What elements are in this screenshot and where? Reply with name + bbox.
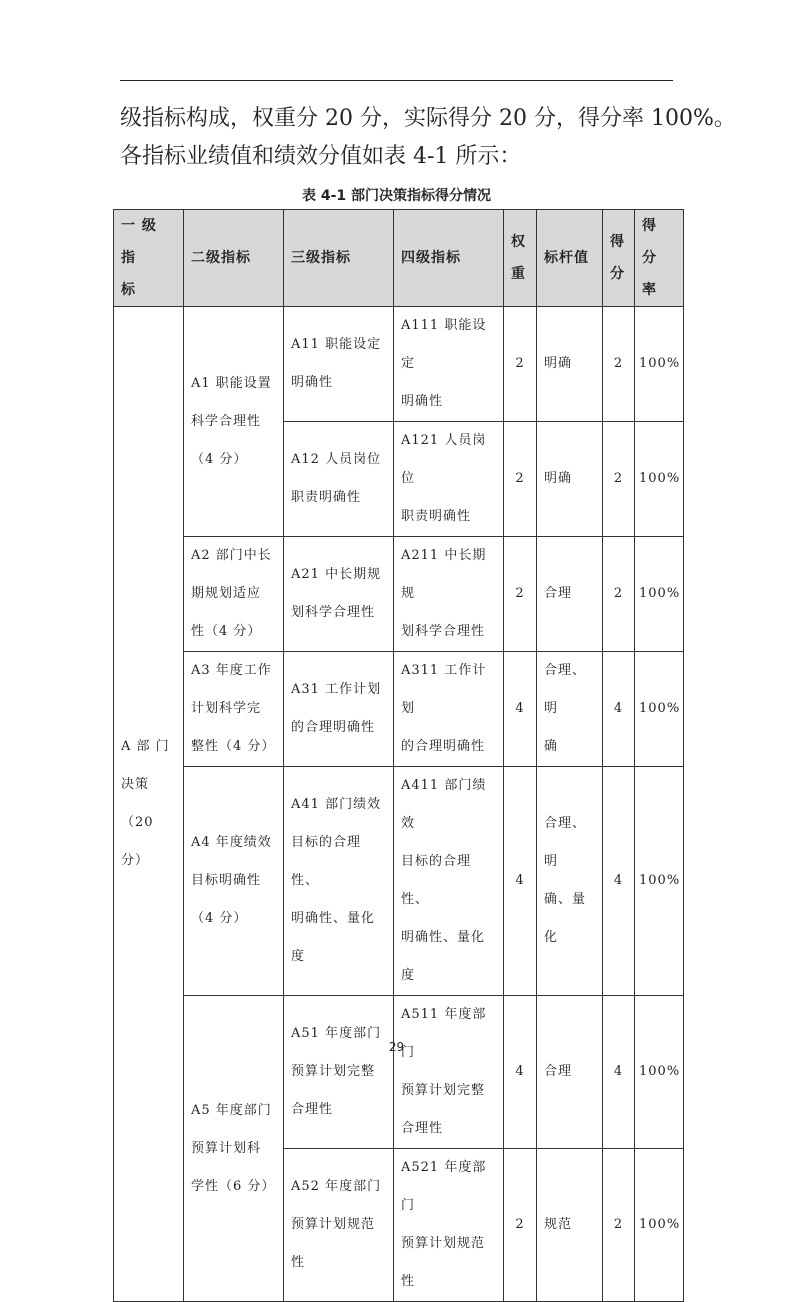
- benchmark-cell: 明确: [537, 422, 603, 537]
- table-row: [114, 996, 684, 1149]
- weight-cell: 4: [504, 996, 537, 1149]
- level4-cell: A411 部门绩效 目标的合理性、 明确性、量化度: [394, 767, 504, 996]
- header-level4: 四级指标: [394, 210, 504, 307]
- rate-cell: 100%: [635, 422, 684, 537]
- level4-cell: A511 年度部门 预算计划完整 合理性: [394, 996, 504, 1149]
- weight-cell: 4: [504, 767, 537, 996]
- score-cell: 4: [603, 767, 635, 996]
- score-cell: 2: [603, 422, 635, 537]
- intro-line-2: 各指标业绩值和绩效分值如表 4-1 所示：: [120, 144, 522, 169]
- header-level2: 二级指标: [184, 210, 284, 307]
- header-score: 得 分: [603, 210, 635, 307]
- rate-cell: 100%: [635, 1149, 684, 1302]
- level3-cell: A51 年度部门 预算计划完整 合理性: [284, 996, 394, 1149]
- rate-cell: 100%: [635, 996, 684, 1149]
- rate-cell: 100%: [635, 537, 684, 652]
- benchmark-cell: 合理、明 确: [537, 652, 603, 767]
- benchmark-cell: 合理: [537, 996, 603, 1149]
- header-rule: [120, 80, 673, 81]
- level3-cell: A11 职能设定 明确性: [284, 307, 394, 422]
- score-cell: 2: [603, 307, 635, 422]
- level2-cell: A2 部门中长 期规划适应 性（4 分）: [184, 537, 284, 652]
- level3-cell: A12 人员岗位 职责明确性: [284, 422, 394, 537]
- level2-cell: A4 年度绩效 目标明确性 （4 分）: [184, 767, 284, 996]
- level2-cell: A5 年度部门 预算计划科 学性（6 分）: [184, 996, 284, 1302]
- score-cell: 4: [603, 652, 635, 767]
- header-level3: 三级指标: [284, 210, 394, 307]
- weight-cell: 2: [504, 1149, 537, 1302]
- level3-cell: A52 年度部门 预算计划规范 性: [284, 1149, 394, 1302]
- weight-cell: 2: [504, 537, 537, 652]
- weight-cell: 4: [504, 652, 537, 767]
- indicator-table: [113, 209, 684, 1302]
- level4-cell: A211 中长期规 划科学合理性: [394, 537, 504, 652]
- rate-cell: 100%: [635, 652, 684, 767]
- level3-cell: A21 中长期规 划科学合理性: [284, 537, 394, 652]
- benchmark-cell: 规范: [537, 1149, 603, 1302]
- level2-cell: A1 职能设置 科学合理性 （4 分）: [184, 307, 284, 537]
- weight-cell: 2: [504, 422, 537, 537]
- level4-cell: A311 工作计划 的合理明确性: [394, 652, 504, 767]
- level3-cell: A41 部门绩效 目标的合理性、 明确性、量化度: [284, 767, 394, 996]
- level4-cell: A521 年度部门 预算计划规范 性: [394, 1149, 504, 1302]
- level2-cell: A3 年度工作 计划科学完 整性（4 分）: [184, 652, 284, 767]
- header-level1: 一 级 指 标: [114, 210, 184, 307]
- level3-cell: A31 工作计划 的合理明确性: [284, 652, 394, 767]
- page-number: 29: [388, 1040, 405, 1054]
- table-row: [114, 537, 684, 652]
- header-benchmark: 标杆值: [537, 210, 603, 307]
- score-cell: 2: [603, 1149, 635, 1302]
- header-weight: 权 重: [504, 210, 537, 307]
- score-cell: 2: [603, 537, 635, 652]
- level4-cell: A121 人员岗位 职责明确性: [394, 422, 504, 537]
- level1-cell: A 部 门 决策（20 分）: [114, 307, 184, 1302]
- benchmark-cell: 合理、明 确、量化: [537, 767, 603, 996]
- benchmark-cell: 明确: [537, 307, 603, 422]
- header-row: [114, 210, 684, 307]
- rate-cell: 100%: [635, 767, 684, 996]
- rate-cell: 100%: [635, 307, 684, 422]
- level4-cell: A111 职能设定 明确性: [394, 307, 504, 422]
- table-caption: 表 4-1 部门决策指标得分情况: [301, 188, 492, 204]
- header-rate: 得 分 率: [635, 210, 684, 307]
- weight-cell: 2: [504, 307, 537, 422]
- table-row: [114, 767, 684, 996]
- benchmark-cell: 合理: [537, 537, 603, 652]
- table-row: [114, 307, 684, 422]
- table-row: [114, 652, 684, 767]
- intro-line-1: 级指标构成，权重分 20 分，实际得分 20 分，得分率 100%。: [120, 106, 736, 131]
- score-cell: 4: [603, 996, 635, 1149]
